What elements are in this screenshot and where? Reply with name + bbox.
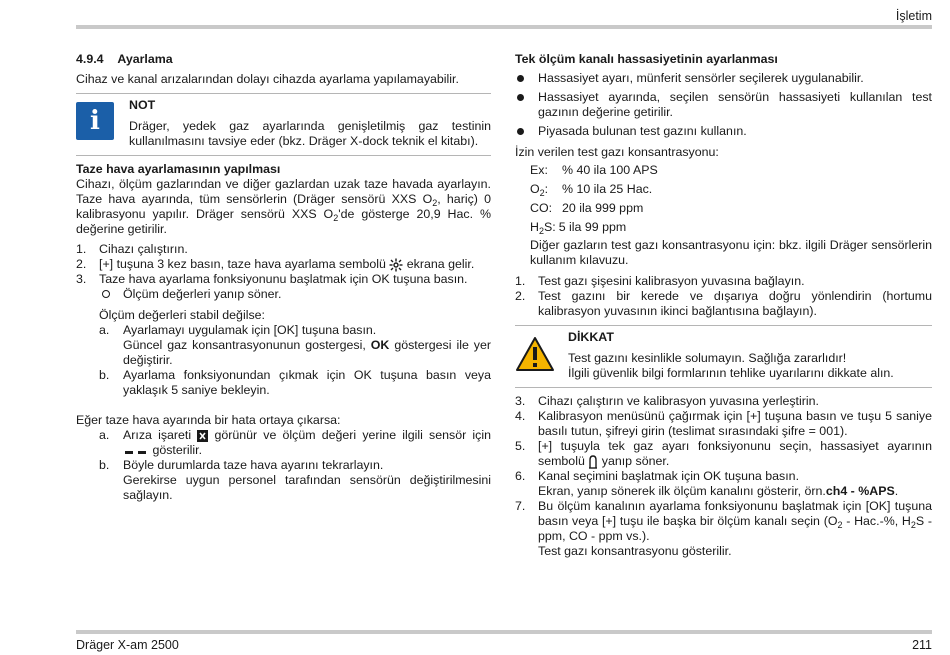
fresh-air-paragraph — [76, 177, 491, 237]
list-item — [76, 257, 491, 272]
gas-name: CO: — [530, 201, 553, 215]
step-text: Kalibrasyon menüsünü çağırmak için [+] tuşuna basın ve tuşu 5 saniye basılı tutun, şifreyi girin (teslimat sırasındaki şifre = 001). — [538, 409, 932, 438]
step-text-end: yanıp söner. — [601, 454, 670, 468]
list-item — [515, 409, 932, 439]
list-item — [515, 274, 932, 289]
step-number: 1. — [515, 274, 526, 288]
fresh-air-text-2: , hariç) 0 kalibrasyonu yapılır. Dräger sensörü XXS O — [76, 192, 492, 221]
detail-text-1: Güncel gaz konsantrasyonunun gostergesi, — [123, 338, 366, 352]
note-bottom-rule — [76, 155, 491, 156]
bullet-text: Piyasada bulunan test gazını kullanın. — [538, 124, 747, 138]
list-item — [76, 323, 491, 338]
list-item — [515, 90, 932, 120]
gas-name: Ex: — [530, 163, 548, 177]
allowed-concentration: İzin verilen test gazı konsantrasyonu: — [515, 145, 719, 159]
step-number: 6. — [515, 469, 526, 484]
list-item — [76, 458, 491, 473]
list-item — [76, 272, 491, 287]
gas-symbol: O — [530, 182, 540, 196]
gas-colon: : — [544, 182, 549, 196]
warning-icon — [515, 336, 555, 372]
section-heading — [76, 52, 491, 67]
gas-list — [515, 163, 932, 268]
bullet-icon — [517, 94, 524, 101]
step-text: Test gazını bir kerede ve dışarıya doğru yönlendirin (hortumu kalibrasyon yuvasının ikinci bağlantısına bağlayın). — [538, 289, 932, 318]
step-6-detail — [515, 484, 932, 499]
unstable-text: Ölçüm değerleri stabil değilse: — [99, 308, 265, 322]
gas-row — [515, 163, 932, 178]
fresh-air-text-1: Cihazı, ölçüm gazlarından ve diğer gazlardan uzak taze havada ayarlayın. Taze hava ayarında, tüm sensörlerin (Dräger sensörü XXS O — [76, 177, 491, 206]
error-text-1: Arıza işareti — [123, 428, 192, 442]
step-text-end: ekrana gelir. — [406, 257, 475, 271]
step-number: 3. — [515, 394, 526, 408]
step-text-2: - Hac.-%, H — [842, 514, 911, 529]
gas-row — [515, 201, 932, 216]
gas-subscript: 2 — [539, 188, 545, 198]
footer-rule — [76, 630, 932, 634]
gas-name — [530, 220, 556, 235]
detail-end: . — [894, 484, 899, 499]
step-text-1: Bu ölçüm kanalının ayarlama fonksiyonunu başlatmak için [OK] tuşuna basın veya [+] tuşu ile başka bir ölçüm kanalı seçin (O — [538, 499, 932, 529]
step-subscript-1: 2 — [837, 520, 843, 531]
error-text-3: gösterilir. — [152, 443, 203, 457]
step-text: Cihazı çalıştırın ve kalibrasyon yuvasına yerleştirin. — [538, 394, 819, 408]
detail-text: Ekran, yanıp sönerek ilk ölçüm kanalını gösterir, örn. — [538, 484, 826, 499]
info-icon: i — [76, 102, 114, 140]
step-number: 1. — [76, 242, 87, 256]
list-item — [76, 368, 491, 398]
sub-step-text: Ayarlama fonksiyonundan çıkmak için OK tuşuna basın veya yaklaşık 5 saniye bekleyin. — [123, 368, 491, 397]
fresh-air-title: Taze hava ayarlamasının yapılması — [76, 162, 281, 176]
sub-step-letter: b. — [99, 458, 110, 472]
other-gases-note: Diğer gazların test gazı konsantrasyonu için: bkz. ilgili Dräger sensörlerin kullanım kılavuzu. — [530, 238, 932, 267]
step-text: Cihazı çalıştırın. — [99, 242, 188, 256]
bullet-list — [515, 71, 932, 139]
page-number: 211 — [912, 638, 932, 652]
header-rule — [76, 25, 932, 29]
step-subscript-2: 2 — [910, 520, 916, 531]
fresh-air-sub-2: 2 — [333, 213, 339, 223]
error-text-2: görünür ve ölçüm değeri yerine ilgili sensör için — [214, 428, 491, 442]
step-number: 7. — [515, 499, 526, 514]
note-text: Dräger, yedek gaz ayarlarında genişletilmiş gaz testinin kullanılmasını tavsiye eder (bkz. Dräger X-dock teknik el kitabı). — [129, 119, 491, 148]
fresh-air-symbol-icon — [389, 258, 403, 272]
caution-box — [515, 326, 932, 387]
dash-symbol-icon — [123, 446, 149, 456]
gas-name — [530, 182, 562, 197]
gas-suffix: S: — [543, 220, 556, 234]
fresh-air-sub-1: 2 — [432, 198, 438, 208]
list-item — [515, 124, 932, 139]
channel-example: ch4 - %APS — [825, 484, 895, 499]
step-text: Kanal seçimini başlatmak için OK tuşuna basın. — [538, 469, 800, 484]
sub-step-letter: a. — [99, 323, 110, 337]
section-title: Ayarlama — [117, 52, 173, 66]
circle-bullet-icon — [102, 290, 110, 298]
step-number: 5. — [515, 439, 526, 453]
step-number: 4. — [515, 409, 526, 423]
gas-row — [515, 182, 932, 197]
section-intro: Cihaz ve kanal arızalarından dolayı cihazda ayarlama yapılamayabilir. — [76, 72, 459, 86]
list-item — [515, 499, 932, 544]
note-title: NOT — [129, 98, 156, 112]
list-item — [76, 242, 491, 257]
test-gas-steps — [515, 274, 932, 319]
calibration-steps — [515, 394, 932, 559]
list-item — [515, 469, 932, 484]
header-section-title: İşletim — [895, 9, 932, 23]
error-intro: Eğer taze hava ayarında bir hata ortaya çıkarsa: — [76, 413, 341, 427]
error-text-b1: Böyle durumlarda taze hava ayarını tekrarlayın. — [123, 458, 384, 472]
caution-line-2: İlgili güvenlik bilgi formlarının tehlike uyarılarını dikkate alın. — [568, 366, 894, 380]
step-7-detail: Test gazı konsantrasyonu gösterilir. — [538, 544, 732, 559]
gas-range: 20 ila 999 ppm — [562, 201, 644, 215]
error-text-b2: Gerekirse uygun personel tarafından sensörün değiştirilmesini sağlayın. — [123, 473, 491, 502]
gas-range: % 10 ila 25 Hac. — [562, 182, 653, 196]
ok-label: OK — [370, 338, 390, 352]
section-number: 4.9.4 — [76, 52, 104, 66]
fresh-air-text-3: 'de gösterge 20,9 Hac. % değerine getirilir. — [76, 207, 491, 236]
caution-line-1: Test gazını kesinlikle solumayın. Sağlığa zararlıdır! — [568, 351, 847, 365]
gas-range: % 40 ila 100 APS — [562, 163, 658, 177]
left-column — [76, 52, 491, 503]
bullet-text: Hassasiyet ayarı, münferit sensörler seçilerek uygulanabilir. — [538, 71, 864, 85]
caution-title: DİKKAT — [568, 330, 614, 344]
note-box — [76, 94, 491, 155]
gas-range: 5 ila 99 ppm — [558, 220, 627, 234]
gas-symbol: H — [530, 220, 539, 234]
caution-bottom-rule — [515, 387, 932, 388]
list-item — [515, 289, 932, 319]
fault-symbol-icon — [197, 430, 208, 442]
list-item — [515, 71, 932, 86]
detail-text-2: göstergesi ile yer değiştirir. — [123, 338, 491, 367]
bullet-text: Hassasiyet ayarında, seçilen sensörün hassasiyeti kullanılan test gazının değerine getirilir. — [538, 90, 932, 119]
step-text: [+] tuşuna 3 kez basın, taze hava ayarlama sembolü — [99, 257, 386, 271]
right-column — [515, 52, 932, 559]
gas-subscript: 2 — [538, 226, 544, 236]
sub-step-detail — [76, 338, 491, 368]
step-text-3: S - ppm, CO - ppm vs.). — [538, 514, 932, 544]
bullet-icon — [517, 75, 524, 82]
step-number: 2. — [515, 289, 526, 303]
footer-product: Dräger X-am 2500 — [76, 638, 179, 652]
step-text: Taze hava ayarlama fonksiyonunu başlatmak için OK tuşuna basın. — [99, 272, 468, 286]
fresh-air-steps — [76, 242, 491, 302]
sub-step-text: Ayarlamayı uygulamak için [OK] tuşuna basın. — [123, 323, 377, 337]
list-item — [515, 439, 932, 469]
list-item — [515, 394, 932, 409]
sensitivity-symbol-icon — [588, 454, 598, 469]
sensitivity-title: Tek ölçüm kanalı hassasiyetinin ayarlanması — [515, 52, 778, 66]
step-text: [+] tuşuyla tek gaz ayarı fonksiyonunu seçin, hassasiyet ayarının sembolü — [538, 439, 932, 468]
step-number: 2. — [76, 257, 87, 271]
result-text: Ölçüm değerleri yanıp söner. — [123, 287, 282, 301]
bullet-icon — [517, 128, 524, 135]
sub-step-letter: b. — [99, 368, 110, 382]
step-number: 3. — [76, 272, 87, 286]
gas-row — [515, 220, 932, 235]
result-item — [76, 287, 491, 302]
sub-step-letter: a. — [99, 428, 110, 442]
list-item — [76, 428, 491, 458]
step-text: Test gazı şişesini kalibrasyon yuvasına bağlayın. — [538, 274, 805, 288]
